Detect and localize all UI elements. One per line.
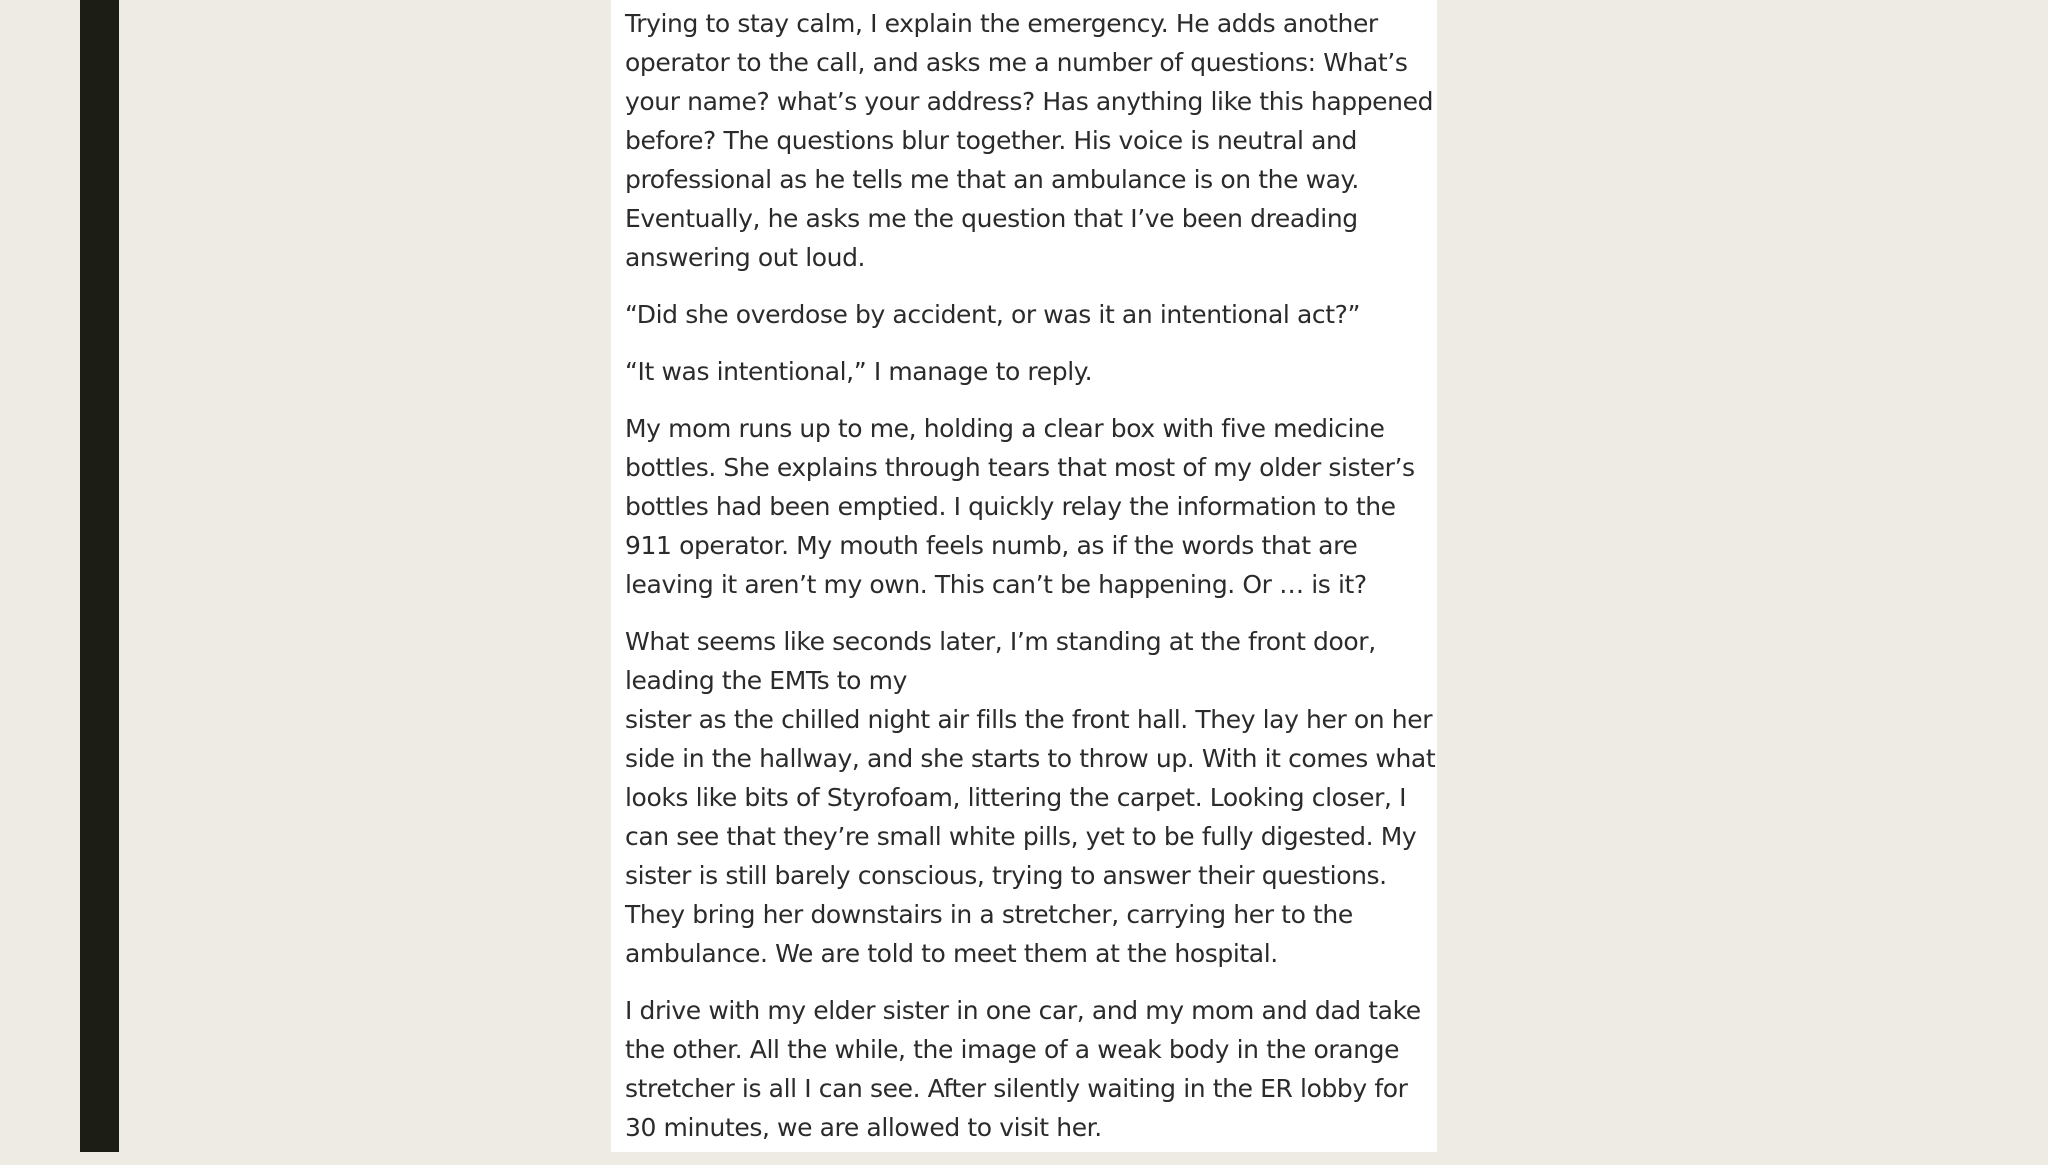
article-column [611,0,1437,1152]
article-paragraph: “Did she overdose by accident, or was it an intentional act?” [625,300,1361,329]
article-paragraph: My mom runs up to me, holding a clear box with five medicine bottles. She explains through tears that most of my older sister’s bottles had been emptied. I quickly relay the information to the 911 operator. My mouth feels numb, as if the words that are leaving it aren’t my own. This can’t be happening. Or … is it? [625,414,1415,599]
article-paragraph: “It was intentional,” I manage to reply. [625,357,1093,386]
article-body [625,4,1437,1165]
article-paragraph: Trying to stay calm, I explain the emergency. He adds another operator to the call, and asks me a number of questions: What’s your name? what’s your address? Has anything like this happened before? The questions blur together. His voice is neutral and professional as he tells me that an ambulance is on the way. Eventually, he asks me the question that I’ve been dreading answering out loud. [625,9,1434,272]
article-paragraph: I drive with my elder sister in one car, and my mom and dad take the other. All the while, the image of a weak body in the orange stretcher is all I can see. After silently waiting in the ER lobby for 30 minutes, we are allowed to visit her. [625,996,1421,1142]
left-sidebar-bar [80,0,119,1152]
article-paragraph: What seems like seconds later, I’m standing at the front door, leading the EMTs to my sister as the chilled night air fills the front hall. They lay her on her side in the hallway, and she starts to throw up. With it comes what looks like bits of Styrofoam, littering the carpet. Looking closer, I can see that they’re small white pills, yet to be fully digested. My sister is still barely conscious, trying to answer their questions. They bring her downstairs in a stretcher, carrying her to the ambulance. We are told to meet them at the hospital. [625,627,1436,968]
